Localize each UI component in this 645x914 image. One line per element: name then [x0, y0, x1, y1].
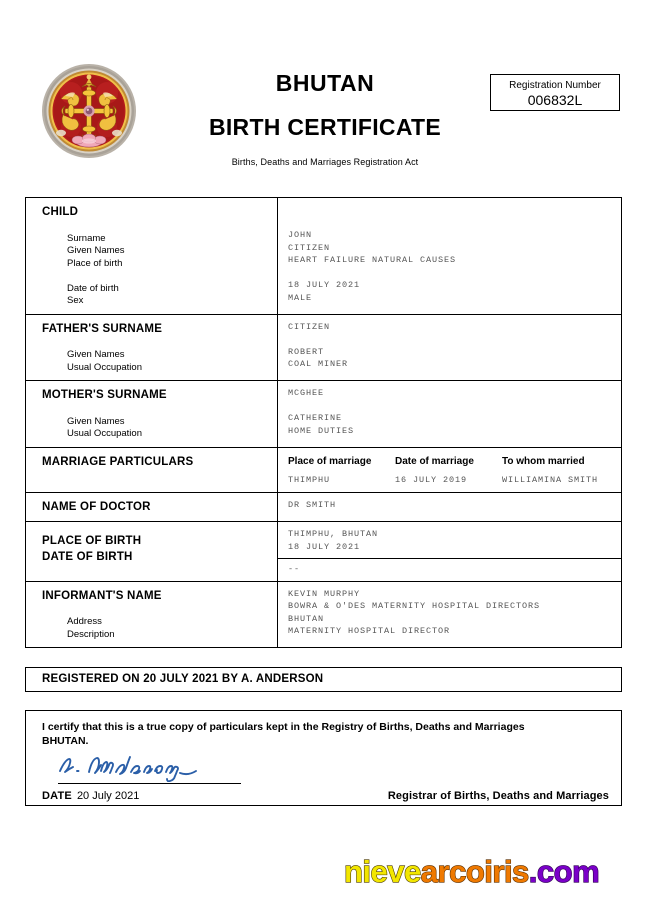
table-row-mother — [26, 381, 621, 448]
marriage-column-headers — [288, 454, 621, 469]
informant-name-value: KEVIN MURPHY — [288, 588, 361, 599]
bhutan-national-emblem-icon — [41, 63, 137, 159]
watermark-part-2: arcoiris — [420, 854, 529, 889]
child-sex-value: MALE — [288, 292, 313, 303]
marriage-place-value: THIMPHU — [288, 474, 331, 485]
table-row-child — [26, 198, 621, 315]
marriage-date-header: Date of marriage — [395, 455, 474, 467]
child-place-of-birth-value: HEART FAILURE NATURAL CAUSES — [288, 255, 457, 265]
table-row-place-date-of-birth — [26, 522, 621, 582]
birth-place-title-line2: DATE OF BIRTH — [42, 551, 133, 563]
signature-area — [42, 752, 607, 786]
informant-description-label: Description — [67, 628, 115, 640]
document-title: BIRTH CERTIFICATE — [208, 114, 442, 140]
watermark-part-1: nieve — [344, 854, 421, 889]
child-values-cell — [278, 198, 621, 314]
registration-number-label: Registration Number — [509, 80, 601, 91]
child-surname-value: JOHN — [288, 230, 313, 240]
mother-surname-value: MCGHEE — [288, 388, 325, 398]
informant-address-line2-value: BHUTAN — [288, 613, 325, 624]
mother-labels-cell — [26, 381, 278, 447]
birth-date-value: 18 JULY 2021 — [288, 541, 361, 552]
marriage-labels-cell — [26, 448, 278, 493]
father-given-names-label: Given Names — [67, 349, 125, 360]
doctor-name-value: DR SMITH — [288, 500, 337, 510]
certificate-details-table — [25, 197, 622, 648]
birth-extra-value: -- — [288, 564, 301, 574]
informant-description-value: MATERNITY HOSPITAL DIRECTOR — [288, 626, 451, 636]
birth-place-primary-values — [278, 522, 621, 559]
father-labels-cell — [26, 315, 278, 381]
child-given-names-label: Given Names — [67, 245, 125, 256]
marriage-to-whom-value: WILLIAMINA SMITH — [502, 474, 599, 485]
act-subtitle: Births, Deaths and Marriages Registration Act — [231, 157, 419, 167]
mother-section-title: MOTHER'S SURNAME — [42, 389, 167, 401]
marriage-section-title: MARRIAGE PARTICULARS — [42, 455, 194, 468]
birth-place-values-cell — [278, 522, 621, 581]
registration-number-box — [490, 74, 620, 111]
father-surname-value: CITIZEN — [288, 321, 331, 332]
child-given-names-value: CITIZEN — [288, 242, 331, 253]
father-values-cell — [278, 315, 621, 381]
certification-date — [42, 790, 139, 802]
father-section-title: FATHER'S SURNAME — [42, 322, 163, 335]
father-occupation-label: Usual Occupation — [67, 361, 142, 373]
signature-rule — [58, 783, 241, 784]
father-occupation-value: COAL MINER — [288, 359, 349, 369]
title-block — [160, 68, 490, 167]
informant-values-cell — [278, 582, 621, 648]
mother-given-names-label: Given Names — [67, 415, 125, 427]
registrar-signature-icon — [56, 752, 246, 782]
mother-occupation-label: Usual Occupation — [67, 428, 142, 439]
marriage-place-header: Place of marriage — [288, 455, 372, 467]
birth-place-extra-values — [278, 559, 621, 581]
mother-given-names-value: CATHERINE — [288, 413, 343, 423]
marriage-to-whom-header: To whom married — [502, 455, 585, 467]
registrar-title: Registrar of Births, Deaths and Marriages — [387, 790, 609, 802]
country-title: BHUTAN — [275, 70, 375, 96]
marriage-values-cell — [278, 448, 621, 493]
mother-occupation-value: HOME DUTIES — [288, 425, 355, 436]
certification-statement-line1: I certify that this is a true copy of particulars kept in the Registry of Births, Deaths and Marriages — [42, 721, 525, 733]
doctor-label-cell — [26, 493, 278, 521]
child-sex-label: Sex — [67, 295, 84, 306]
informant-address-label: Address — [67, 616, 102, 627]
table-row-marriage — [26, 448, 621, 494]
certification-statement-line2: BHUTAN. — [42, 735, 89, 747]
date-label: DATE — [42, 790, 72, 802]
child-section-title: CHILD — [42, 206, 79, 218]
informant-labels-cell — [26, 582, 278, 648]
mother-values-cell — [278, 381, 621, 447]
child-date-of-birth-value: 18 JULY 2021 — [288, 280, 361, 290]
doctor-value-cell — [278, 493, 621, 521]
registration-number-value: 006832L — [527, 92, 583, 108]
date-value: 20 July 2021 — [76, 790, 140, 802]
father-given-names-value: ROBERT — [288, 346, 325, 357]
child-surname-label: Surname — [67, 232, 106, 244]
site-watermark — [344, 855, 599, 889]
certificate-header — [0, 0, 645, 185]
table-row-father — [26, 315, 621, 382]
registered-statement: REGISTERED ON 20 JULY 2021 BY A. ANDERSON — [25, 667, 622, 692]
watermark-part-3: .com — [528, 854, 600, 889]
child-place-of-birth-label: Place of birth — [67, 257, 123, 269]
certification-box — [25, 710, 622, 806]
informant-section-title: INFORMANT'S NAME — [42, 589, 162, 602]
table-row-doctor — [26, 493, 621, 522]
birth-place-title-line1: PLACE OF BIRTH — [42, 535, 142, 547]
doctor-section-title: NAME OF DOCTOR — [42, 501, 151, 513]
marriage-date-value: 16 JULY 2019 — [395, 474, 468, 485]
birth-place-value: THIMPHU, BHUTAN — [288, 529, 379, 539]
table-row-informant — [26, 582, 621, 648]
marriage-column-values — [288, 474, 621, 487]
certification-footer-row — [42, 790, 609, 802]
informant-address-line1-value: BOWRA & O'DES MATERNITY HOSPITAL DIRECTORS — [288, 601, 541, 611]
birth-place-labels-cell — [26, 522, 278, 581]
child-labels-cell — [26, 198, 278, 314]
child-date-of-birth-label: Date of birth — [67, 282, 119, 294]
